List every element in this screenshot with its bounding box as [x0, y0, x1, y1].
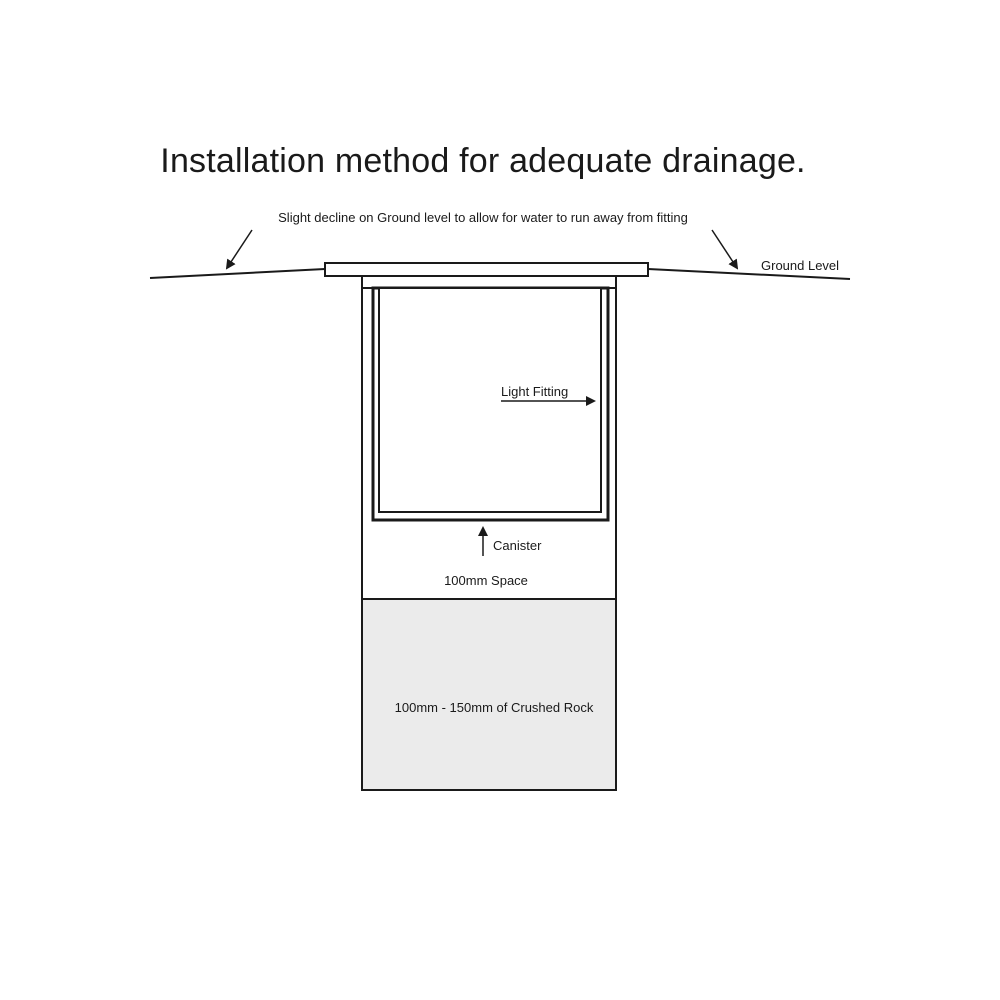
crushed-rock-layer [362, 599, 616, 790]
light-fitting-label: Light Fitting [501, 384, 569, 399]
ground-level-label: Ground Level [761, 258, 840, 273]
diagram-title: Installation method for adequate drainage. [160, 142, 806, 180]
ground-line-left [150, 269, 325, 278]
decline-note-label: Slight decline on Ground level to allow for water to run away from fitting [278, 210, 688, 225]
decline-arrow-left [227, 230, 252, 268]
decline-arrow-right [712, 230, 737, 268]
crushed-rock-label: 100mm - 150mm of Crushed Rock [394, 700, 594, 715]
fitting-collar [362, 276, 616, 288]
light-fitting [379, 288, 601, 512]
canister-label: Canister [493, 538, 542, 553]
space-label: 100mm Space [444, 573, 528, 588]
fitting-lid [325, 263, 648, 276]
